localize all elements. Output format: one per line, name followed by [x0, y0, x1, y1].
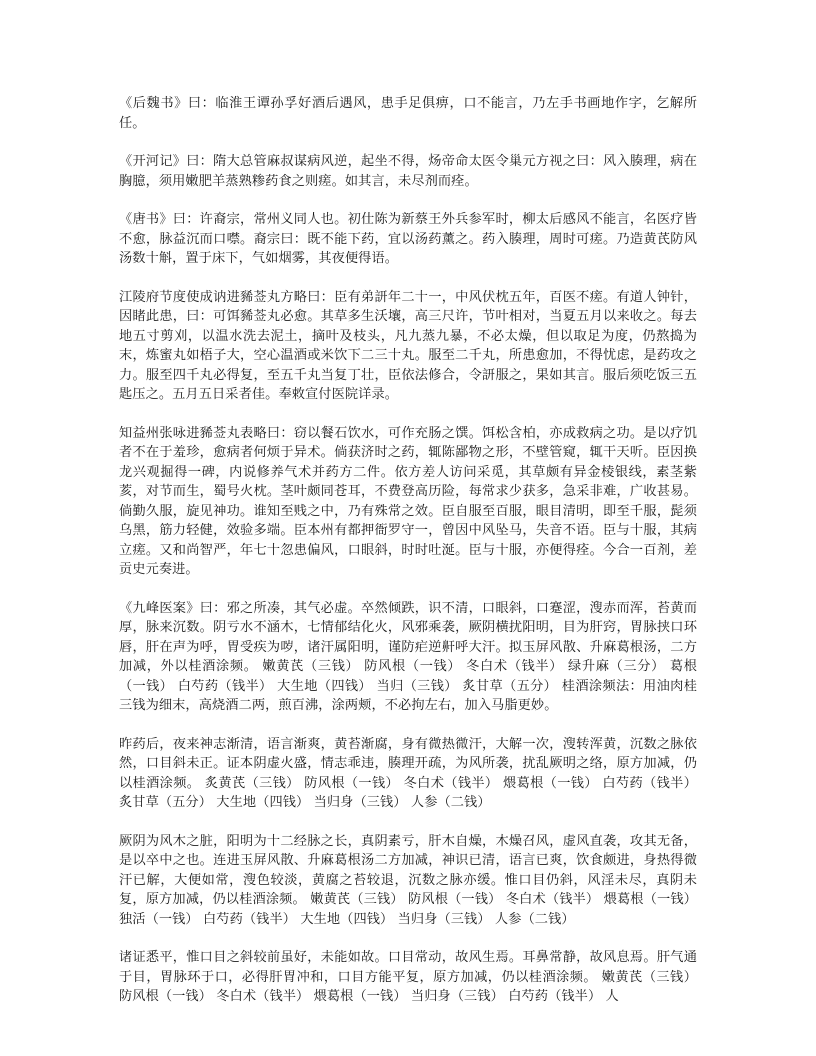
paragraph-cheng-ne-memorial: 江陵府节度使成讷进豨莶丸方略曰：臣有弟訮年二十一，中风伏枕五年，百医不瘥。有道人钟针，因睹此患，曰：可饵豨莶丸必愈。其草多生沃壤，高三尺许，节叶相对，当夏五月以来收之。每去地五寸剪刈，以温水洗去泥土，摘叶及枝头，凡九蒸九暴，不必太燥，但以取足为度，仍熬捣为末，炼蜜丸如梧子大，空心温酒或米饮下二三十丸。服至二千丸，所患愈加，不得忧虑，是药攻之力。服至四千丸必得复，至五千丸当复丁壮，臣依法修合，令訮服之，果如其言。服后须吃饭三五匙压之。五月五日采者佳。奉敕宣付医院详录。	[119, 289, 697, 402]
paragraph-jiu-feng-case-3: 厥阴为风木之脏，阳明为十二经脉之长，真阴素亏，肝木自燥，木燥召风，虚风直袭，攻其无备，是以卒中之也。连进玉屏风散、升麻葛根汤二方加减，神识已清，语言已爽，饮食颇进，身热得微汗已解，大便如常，溲色较淡，黄腐之苔较退，沉数之脉亦缓。惟口目仍斜，风淫未尽，真阴未复，原方加减，仍以桂酒涂频。 嫩黄芪（三钱） 防风根（一钱） 冬白术（钱半） 煨葛根（一钱） 独活（一钱） 白芍药（钱半） 大生地（四钱） 当归身（三钱） 人参（二钱）	[119, 833, 697, 927]
paragraph-jiu-feng-case-2: 昨药后，夜来神志渐清，语言渐爽，黄苔渐腐，身有微热微汗，大解一次，溲转浑黄，沉数之脉依然，口目斜未正。证本阴虚火盛，情志乖违，腠理开疏，为风所袭，扰乱厥明之络，原方加减，仍以桂酒涂频。 炙黄芪（三钱） 防风根（一钱） 冬白术（钱半） 煨葛根（一钱） 白芍药（钱半） 炙甘草（五分） 大生地（四钱） 当归身（三钱） 人参（二钱）	[119, 736, 697, 810]
paragraph-kai-he-ji: 《开河记》曰：隋大总管麻叔谋病风逆，起坐不得，炀帝命太医令巢元方视之曰：风入腠理，病在胸臆，须用嫩肥羊蒸熟糁药食之则瘥。如其言，未尽剂而痊。	[119, 154, 697, 189]
paragraph-jiu-feng-case-4: 诸证悉平，惟口目之斜较前虽好，未能如故。口目常动，故风生焉。耳鼻常静，故风息焉。肝气通于目，胃脉环于口，必得肝胃冲和，口目方能平复，原方加减，仍以桂酒涂频。 嫩黄芪（三钱） 防风根（一钱） 冬白术（钱半） 煨葛根（一钱） 当归身（三钱） 白芍药（钱半） 人	[119, 950, 697, 1004]
paragraph-tang-shu: 《唐书》曰：许裔宗，常州义同人也。初仕陈为新蔡王外兵参军时，柳太后感风不能言，名医疗皆不愈，脉益沉而口噤。裔宗曰：既不能下药，宜以汤药薰之。药入腠理，周时可瘥。乃造黄芪防风汤数十斛，置于床下，气如烟雾，其夜便得语。	[119, 212, 697, 266]
paragraph-jiu-feng-case-1: 《九峰医案》曰：邪之所凑，其气必虚。卒然倾跌，识不清，口眼斜，口蹇涩，溲赤而浑，苔黄而厚，脉来沉数。阴亏水不涵木，七情郁结化火，风邪乘袭，厥阴横扰阳明，目为肝窍，胃脉挟口环唇，肝在声为呼，胃受疾为哕，诸汗属阳明，谨防疟逆鼾呼大汗。拟玉屏风散、升麻葛根汤，二方加减，外以桂酒涂频。 嫩黄芪（三钱） 防风根（一钱） 冬白术（钱半） 绿升麻（三分） 葛根（一钱） 白芍药（钱半） 大生地（四钱） 当归（三钱） 炙甘草（五分） 桂酒涂频法：用油肉桂三钱为细末，高烧酒二两，煎百沸，涂两颊，不必拘左右，加入马脂更妙。	[119, 600, 697, 713]
document-page	[119, 94, 697, 1026]
paragraph-zhang-yong-memorial: 知益州张咏进豨莶丸表略曰：窃以餐石饮水，可作充肠之馔。饵松含柏，亦成救病之功。是以疗饥者不在于羞珍，愈病者何烦于异术。倘获济时之药，辄陈鄙物之形，不壁管窥，辄干天听。臣因换龙兴观掘得一碑，内说修养气术并药方二件。依方差人访问采觅，其草颇有异金棱银线，素茎紫荄，对节而生，蜀号火枕。茎叶颇同苍耳，不费登高历险，每常求少获多，急采非难，广收甚易。倘勤久服，旋见神功。谁知至贱之中，乃有殊常之效。臣自服至百服，眼目清明，即至千服，髭须乌黑，筋力轻健，效验多端。臣本州有都押衙罗守一，曾因中风坠马，失音不语。臣与十服，其病立瘥。又和尚智严，年七十忽患偏风，口眼斜，时时吐涎。臣与十服，亦便得痊。今合一百剂，差贡史元奏进。	[119, 425, 697, 577]
paragraph-hou-wei-shu: 《后魏书》曰：临淮王谭孙孚好酒后遇风，患手足俱痹，口不能言，乃左手书画地作字，乞解所任。	[119, 96, 697, 131]
